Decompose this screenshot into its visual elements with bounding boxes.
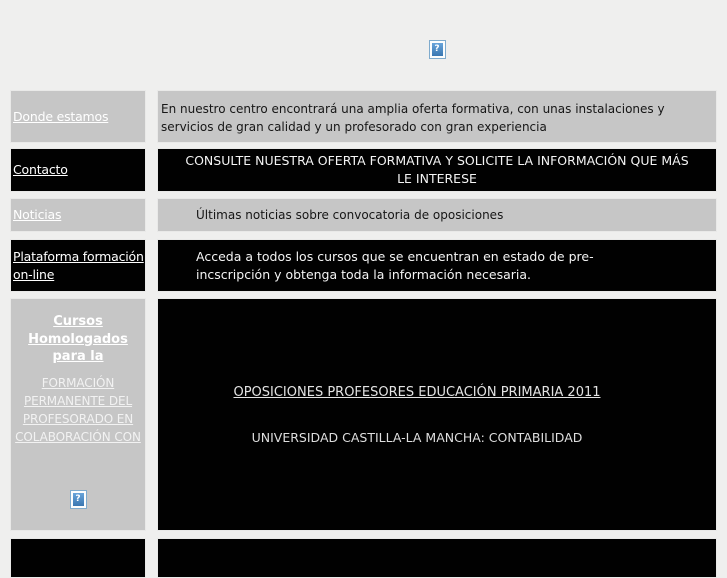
plataforma-text: Acceda a todos los cursos que se encuentran en estado de pre-incscripción y obtenga toda la información necesaria. [196,248,594,282]
content-cell-noticias [157,198,717,232]
sidebar-item-plataforma-formacion[interactable]: Plataforma formación on-line [13,248,144,282]
sidebar-cell-noticias [10,198,146,232]
row-contacto [10,148,717,192]
row-donde-estamos [10,90,717,143]
sidebar-cell-cursos [10,298,146,531]
content-cell-consulte [157,148,717,192]
content-cell-bottom [157,538,717,578]
courses-icon-wrap [70,486,87,509]
broken-image-question-glyph: ? [432,43,443,56]
content-cell-cursos [157,298,717,531]
sidebar-link-cursos-homologados[interactable]: Cursos Homologados para la [28,314,128,364]
broken-image-icon [70,490,87,509]
content-cell-plataforma [157,239,717,292]
sidebar-cell-plataforma [10,239,146,292]
noticias-text: Últimas noticias sobre convocatoria de oposiciones [196,208,504,222]
broken-image-icon [429,40,446,59]
sidebar-cell-contacto [10,148,146,192]
row-bottom-clipped [10,538,717,578]
sidebar-item-contacto[interactable]: Contacto [13,162,68,177]
sidebar-item-donde-estamos[interactable]: Donde estamos [13,108,109,124]
course-link-oposiciones-primaria[interactable]: OPOSICIONES PROFESORES EDUCACIÓN PRIMARIA 2011 [233,384,601,400]
header-row [10,10,717,80]
sidebar-cell-donde-estamos [10,90,146,143]
intro-text: En nuestro centro encontrará una amplia oferta formativa, con unas instalaciones y servicios de gran calidad y un profesorado con gran experiencia [161,102,665,134]
sidebar-item-noticias[interactable]: Noticias [13,207,62,222]
row-plataforma [10,239,717,292]
header-banner-area [157,10,717,80]
header-left-spacer [10,10,146,80]
sidebar-link-formacion-permanente[interactable]: FORMACIÓN PERMANENTE DEL PROFESORADO EN COLABORACIÓN CON [15,375,141,444]
broken-image-question-glyph: ? [73,493,84,506]
row-cursos [10,298,717,531]
content-cell-intro [157,90,717,143]
course-link-uclm-contabilidad[interactable]: UNIVERSIDAD CASTILLA-LA MANCHA: CONTABILIDAD [251,429,583,445]
sidebar-cell-bottom [10,538,146,578]
row-noticias [10,198,717,232]
consulte-text: CONSULTE NUESTRA OFERTA FORMATIVA Y SOLICITE LA INFORMACIÓN QUE MÁS LE INTERESE [185,153,689,186]
